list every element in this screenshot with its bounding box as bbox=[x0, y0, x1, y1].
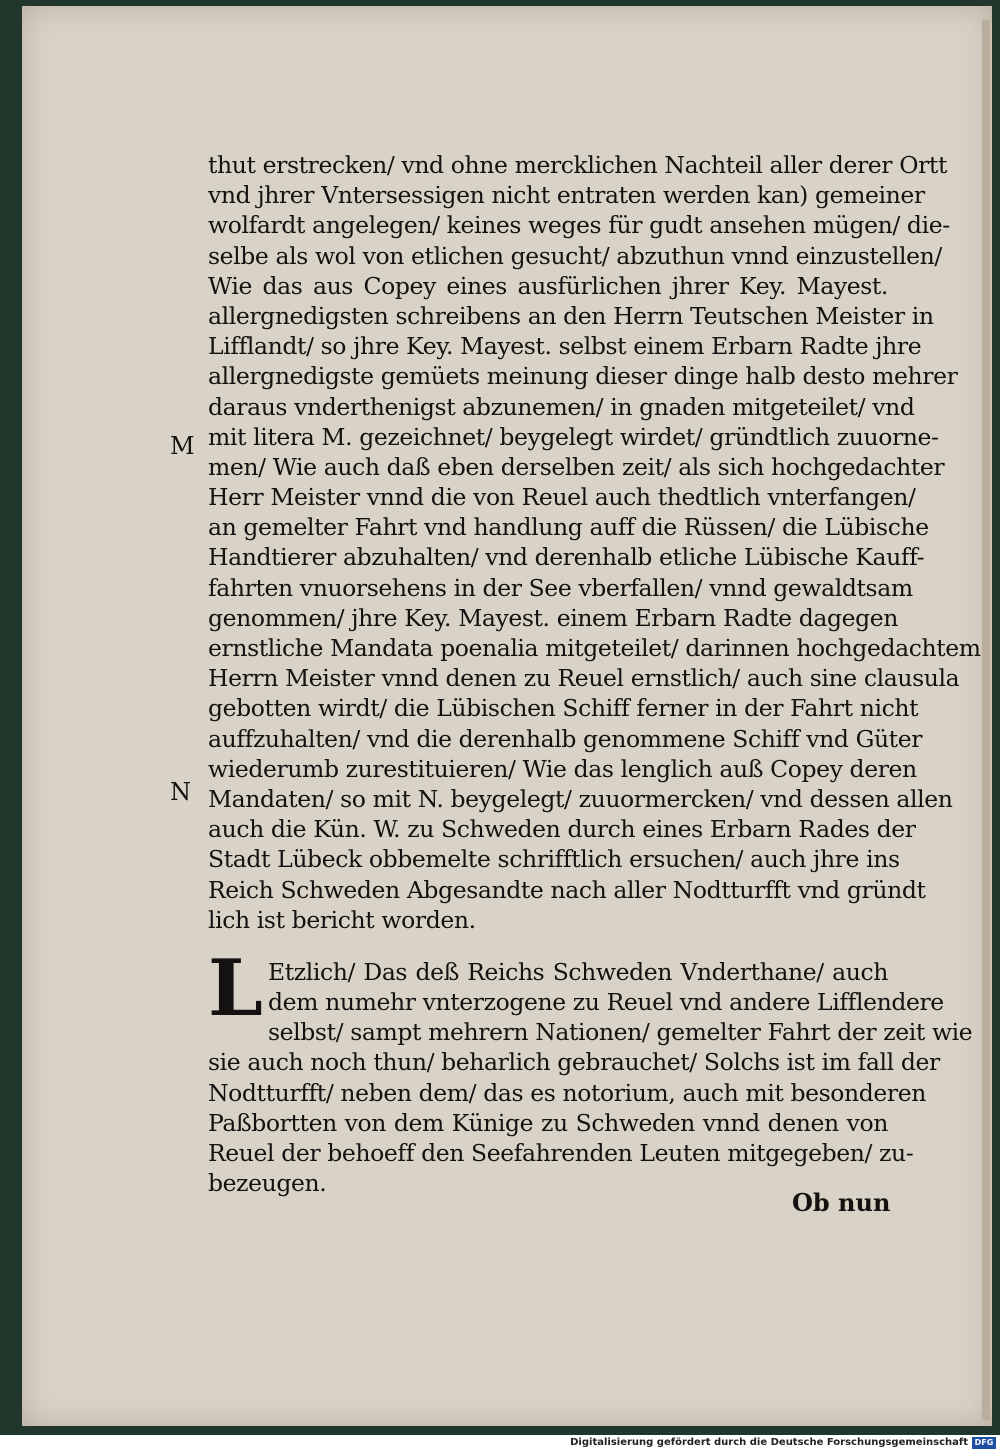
paragraph-2-line: selbst/ sampt mehrern Nationen/ gemelter Fahrt der zeit wie bbox=[268, 1018, 973, 1047]
dfg-logo: DFG bbox=[972, 1437, 996, 1449]
paragraph-2-first-line: Etzlich/ Das deß Reichs Schweden Vnderthane/ auch bbox=[268, 957, 888, 986]
paragraph-1-line: Herr Meister vnnd die von Reuel auch thedtlich vnterfangen/ bbox=[208, 483, 916, 512]
paragraph-1-line: allergnedigste gemüets meinung dieser dinge halb desto mehrer bbox=[208, 362, 958, 391]
paragraph-1-line: men/ Wie auch daß eben derselben zeit/ als sich hochgedachter bbox=[208, 452, 945, 481]
paragraph-1-line: auch die Kün. W. zu Schweden durch eines Erbarn Rades der bbox=[208, 815, 916, 844]
paragraph-2-line: Nodtturfft/ neben dem/ das es notorium, auch mit besonderen bbox=[208, 1078, 927, 1107]
paragraph-1-line: allergnedigsten schreibens an den Herrn Teutschen Meister in bbox=[208, 301, 934, 330]
paragraph-1-line: Herrn Meister vnnd denen zu Reuel ernstlich/ auch sine clausula bbox=[208, 664, 960, 693]
paragraph-1-line: fahrten vnuorsehens in der See vberfallen/ vnnd gewaldtsam bbox=[208, 573, 913, 602]
paragraph-1-line: ernstliche Mandata poenalia mitgeteilet/ darinnen hochgedachtem bbox=[208, 634, 981, 662]
margin-note-n: N bbox=[170, 778, 191, 806]
paragraph-1 bbox=[208, 150, 981, 935]
paragraph-1-line: genommen/ jhre Key. Mayest. einem Erbarn Radte dagegen bbox=[208, 603, 898, 632]
paragraph-2-second-line: dem numehr vnterzogene zu Reuel vnd andere Lifflendere bbox=[268, 988, 944, 1017]
paragraph-1-line: auffzuhalten/ vnd die derenhalb genommene Schiff vnd Güter bbox=[208, 724, 923, 753]
drop-cap-initial: L bbox=[208, 942, 263, 1034]
paragraph-1-line: thut erstrecken/ vnd ohne mercklichen Nachteil aller derer Ortt bbox=[208, 151, 947, 179]
paragraph-2-line: Reuel der behoeff den Seefahrenden Leuten mitgegeben/ zu- bbox=[208, 1139, 914, 1167]
paragraph-1-line: lich ist bericht worden. bbox=[208, 905, 476, 934]
paragraph-1-line: an gemelter Fahrt vnd handlung auff die Rüssen/ die Lübische bbox=[208, 513, 929, 542]
paragraph-1-line: Stadt Lübeck obbemelte schrifftlich ersuchen/ auch jhre ins bbox=[208, 845, 900, 874]
paragraph-1-line: Handtierer abzuhalten/ vnd derenhalb etliche Lübische Kauff- bbox=[208, 543, 925, 572]
paragraph-2 bbox=[208, 942, 973, 1199]
footer-credit: Digitalisierung gefördert durch die Deutsche Forschungsgemeinschaft bbox=[570, 1437, 968, 1448]
paragraph-1-line: wolfardt angelegen/ keines weges für gudt ansehen mügen/ die- bbox=[208, 211, 950, 240]
paragraph-1-line: Lifflandt/ so jhre Key. Mayest. selbst einem Erbarn Radte jhre bbox=[208, 332, 922, 361]
paragraph-2-line: sie auch noch thun/ beharlich gebrauchet/ Solchs ist im fall der bbox=[208, 1048, 940, 1077]
margin-note-m: M bbox=[170, 432, 195, 460]
paragraph-1-line: Mandaten/ so mit N. beygelegt/ zuuormercken/ vnd dessen allen bbox=[208, 784, 953, 813]
paragraph-2-lines bbox=[208, 1017, 973, 1198]
paragraph-1-line: wiederumb zurestituieren/ Wie das lenglich auß Copey deren bbox=[208, 754, 917, 783]
paragraph-1-line: selbe als wol von etlichen gesucht/ abzuthun vnnd einzustellen/ bbox=[208, 241, 942, 270]
paragraph-1-line: Reich Schweden Abgesandte nach aller Nodtturfft vnd gründt bbox=[208, 875, 926, 904]
paragraph-1-line: vnd jhrer Vntersessigen nicht entraten werden kan) gemeiner bbox=[208, 181, 925, 210]
page-edge bbox=[982, 20, 990, 1420]
paragraph-1-line: Wie das aus Copey eines ausfürlichen jhrer Key. Mayest. bbox=[208, 271, 888, 300]
text-block bbox=[208, 150, 981, 1198]
paragraph-2-line: bezeugen. bbox=[208, 1169, 327, 1198]
paragraph-2-line: Paßbortten von dem Künige zu Schweden vnnd denen von bbox=[208, 1108, 888, 1137]
paragraph-1-line: daraus vnderthenigst abzunemen/ in gnaden mitgeteilet/ vnd bbox=[208, 392, 915, 421]
catchword: Ob nun bbox=[792, 1188, 891, 1217]
paragraph-1-line: mit litera M. gezeichnet/ beygelegt wirdet/ gründtlich zuuorne- bbox=[208, 422, 939, 451]
paragraph-1-line: gebotten wirdt/ die Lübischen Schiff ferner in der Fahrt nicht bbox=[208, 694, 919, 723]
